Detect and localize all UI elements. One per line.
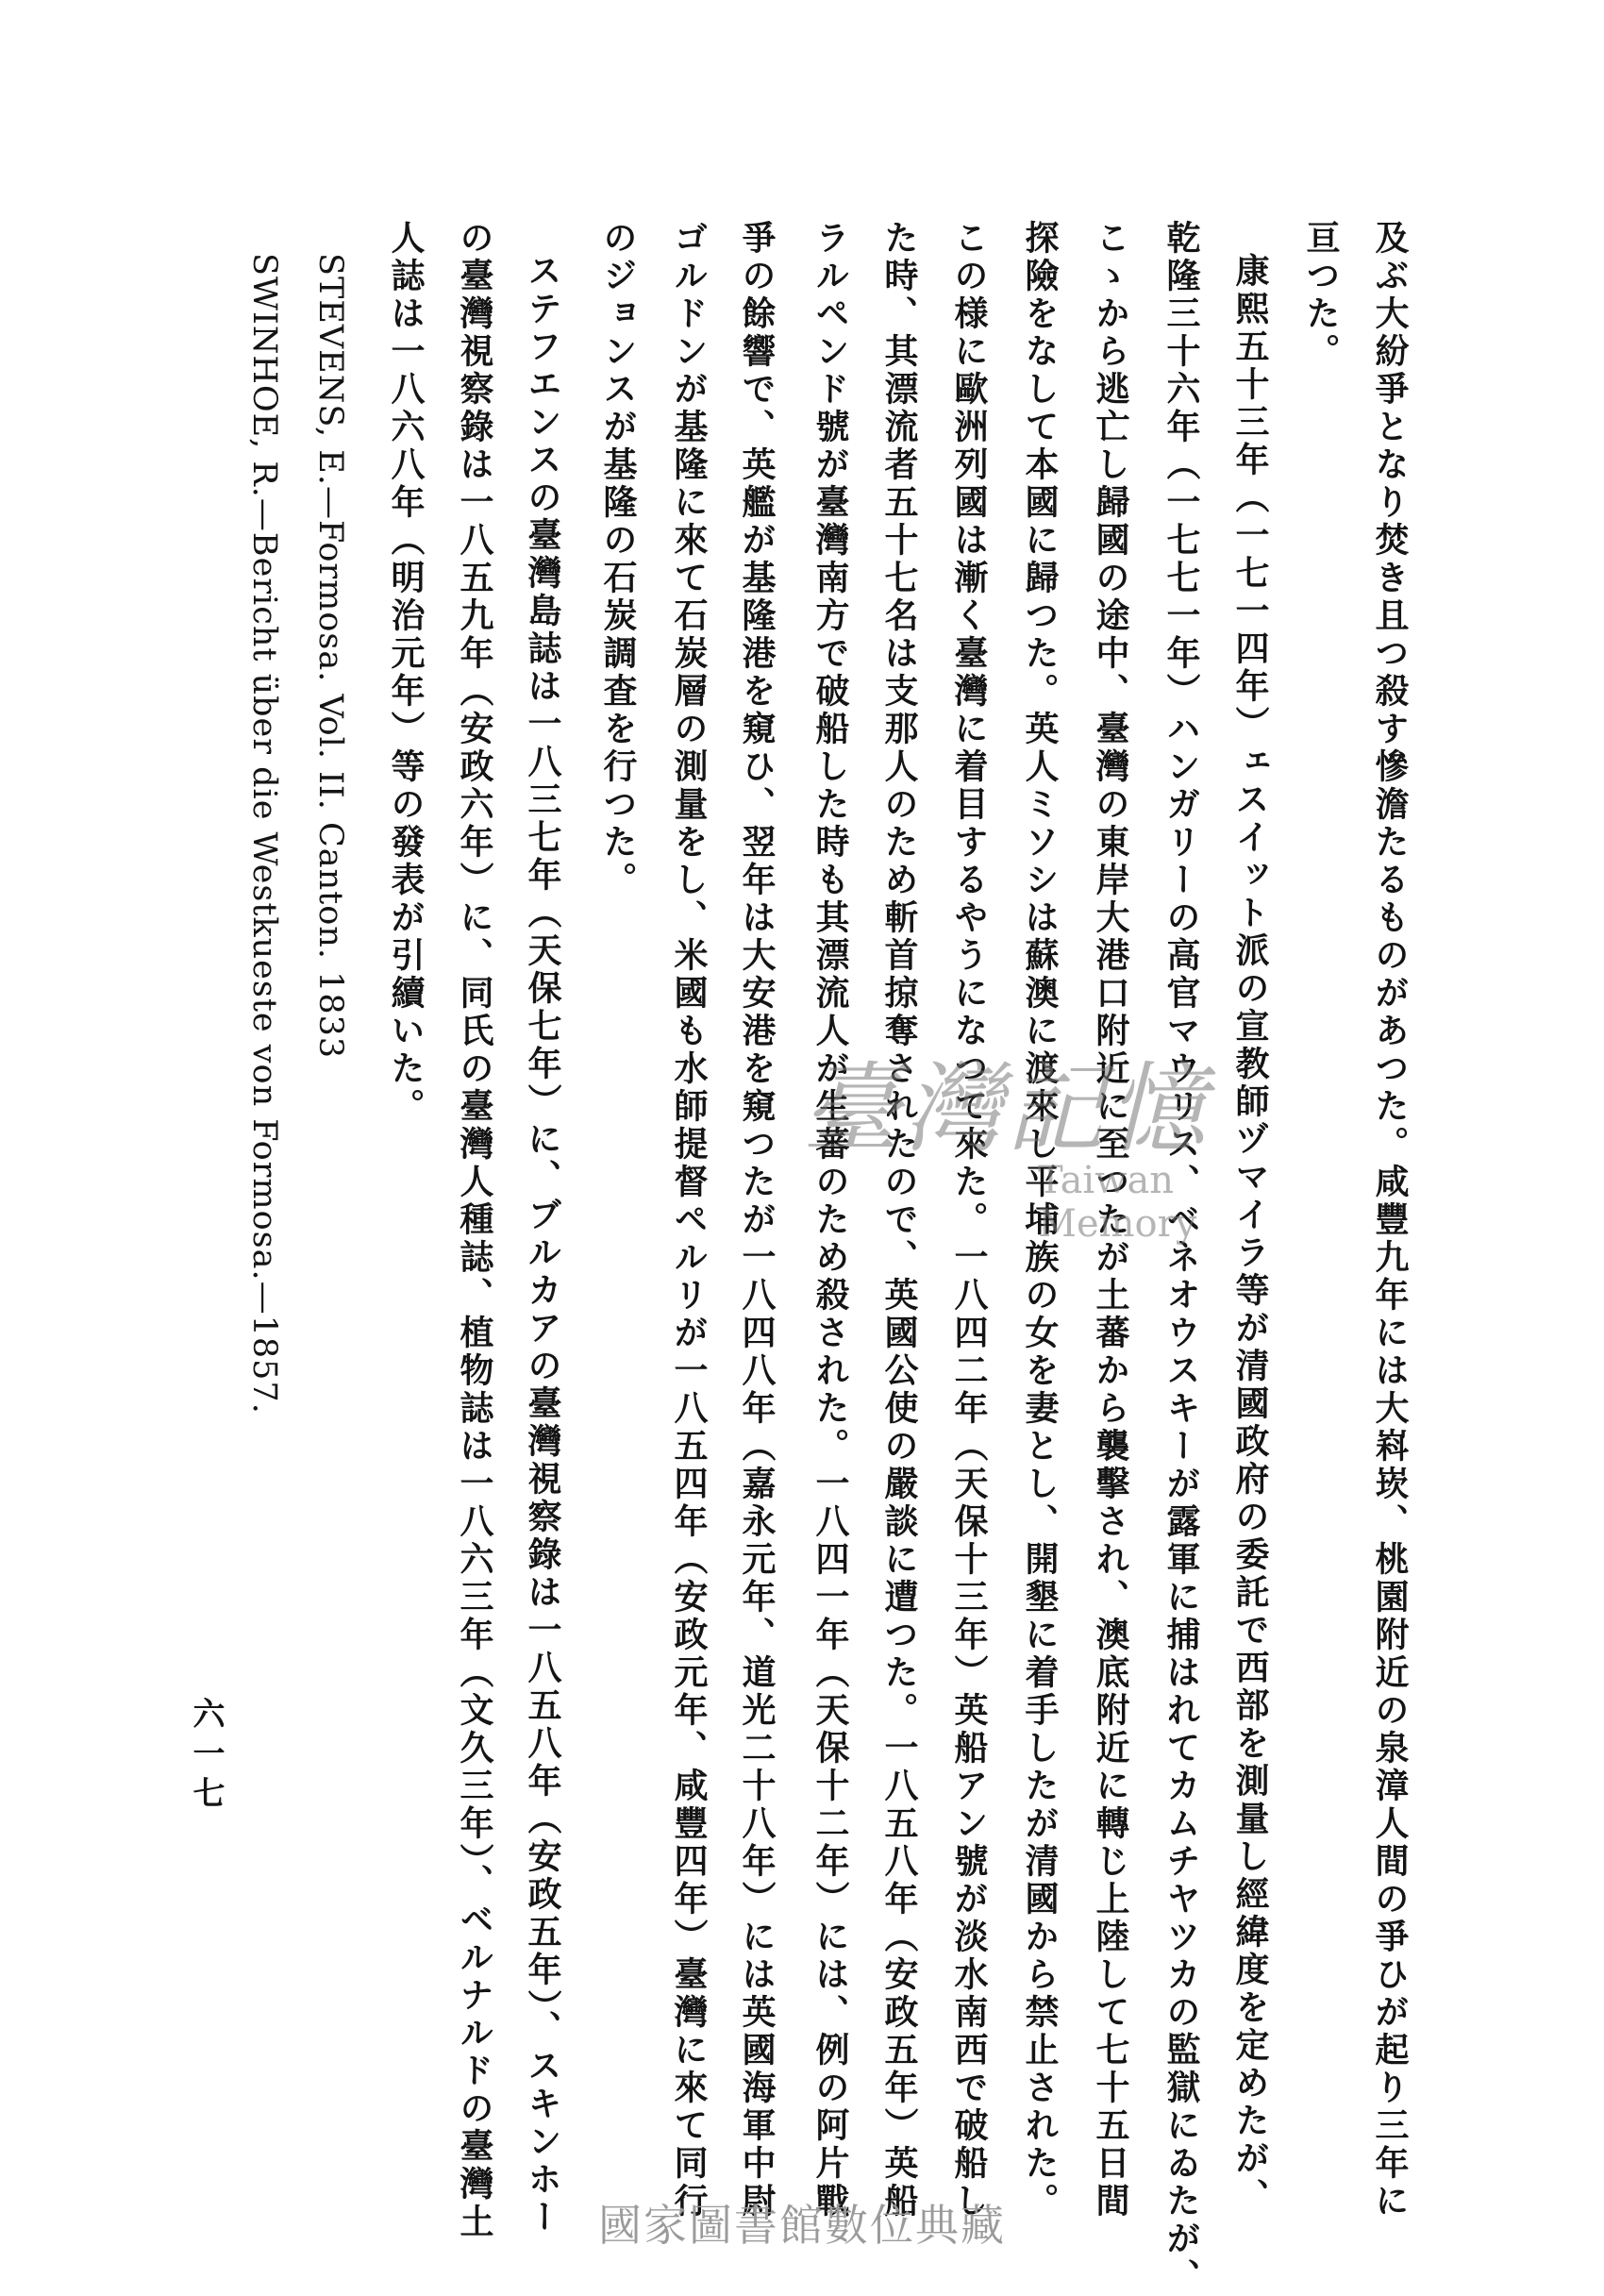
text-column: ラルペンド號が臺灣南方で破船した時も其漂流人が生蕃のため殺された。一八四一年（天保十二年）には、例の阿片戰: [810, 220, 850, 2221]
text-column: の臺灣視察錄は一八五九年（安政六年）に、同氏の臺灣人種誌、植物誌は一八六三年（文久三年）、ベルナルドの臺灣土: [455, 220, 494, 2241]
text-column: 亘つた。: [1301, 220, 1341, 371]
text-column: ステフエンスの臺灣島誌は一八三七年（天保七年）に、ブルカアの臺灣視察錄は一八五八年（安政五年）、スキンホー: [523, 253, 562, 2237]
reference-entry: SWINHOE, R.—Bericht über die Westkueste von Formosa.—1857.: [245, 253, 283, 1415]
footer-credit: 國家圖書館數位典藏: [598, 2200, 1006, 2251]
text-column: 乾隆三十六年（一七七一年）ハンガリーの高官マウリス、ベネオウスキーが露軍に捕はれてカムチヤツカの監獄にゐたが、: [1161, 220, 1201, 2296]
watermark-main: 臺灣記憶: [802, 1051, 1211, 1166]
text-column: ゴルドンが基隆に來て石炭層の測量をし、米國も水師提督ペルリが一八五四年（安政元年、咸豐四年）臺灣に來て同行: [669, 220, 709, 2221]
text-column: 康熙五十三年（一七一四年）ェスイット派の宣教師ヅマイラ等が清國政府の委託で西部を測量し經緯度を定めたが、: [1230, 253, 1270, 2216]
watermark-sub: Taiwan Memory: [1038, 1159, 1197, 1246]
text-column: 爭の餘響で、英艦が基隆港を窺ひ、翌年は大安港を窺つたが一八四八年（嘉永元年、道光二十八年）には英國海軍中尉: [737, 220, 777, 2221]
text-column: た時、其漂流者五十七名は支那人のため斬首掠奪されたので、英國公使の嚴談に遭つた。一八五八年（安政五年）英船: [879, 220, 919, 2221]
reference-entry: STEVENS, E.—Formosa. Vol. II. Canton. 1833: [311, 253, 349, 1060]
page-number: 六一七: [187, 1697, 225, 1816]
text-column: 及ぶ大紛爭となり焚き且つ殺す慘澹たるものがあつた。咸豐九年には大嵙崁、桃園附近の泉漳人間の爭ひが起り三年に: [1370, 220, 1410, 2221]
text-column: こゝから逃亡し歸國の途中、臺灣の東岸大港口附近に至つたが土蕃から襲擊され、澳底附近に轉じ上陸して七十五日間: [1091, 220, 1130, 2221]
text-column: この様に歐洲列國は漸く臺灣に着目するやうになつて來た。一八四二年（天保十三年）英船アン號が淡水南西で破船し: [949, 220, 989, 2221]
text-column: 探險をなして本國に歸つた。英人ミソシは蘇澳に渡來し平埔族の女を妻とし、開墾に着手したが清國から禁止された。: [1020, 220, 1060, 2221]
text-column: 人誌は一八六八年（明治元年）等の發表が引續いた。: [386, 220, 426, 1126]
text-column: のジョンスが基隆の石炭調査を行つた。: [598, 220, 638, 899]
